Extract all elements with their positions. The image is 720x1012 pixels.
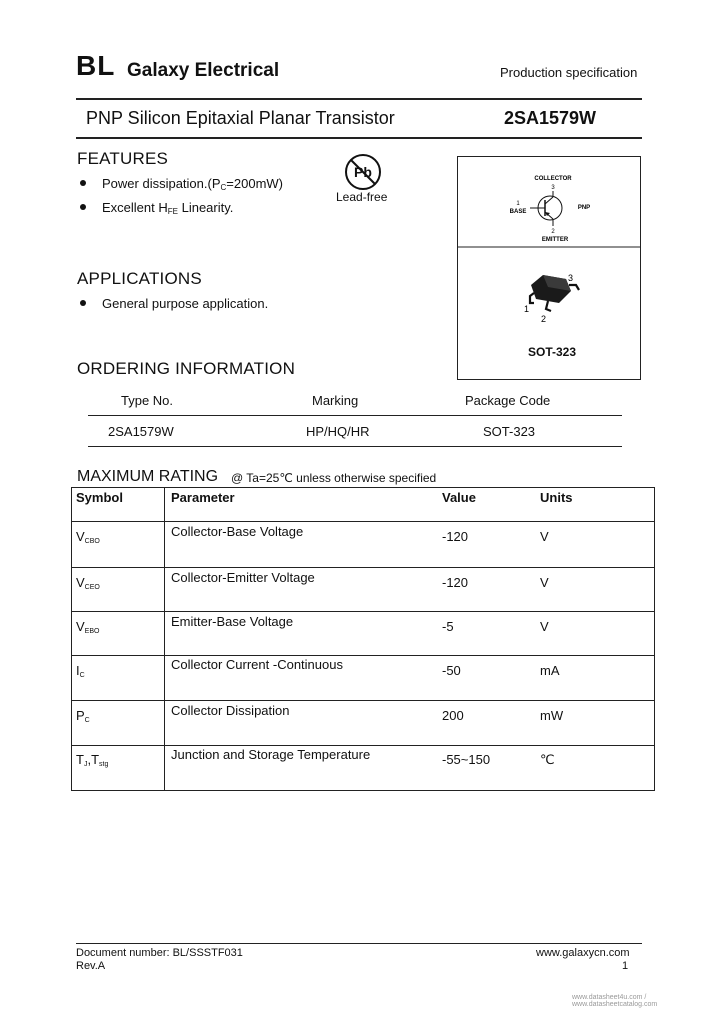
ordering-col-type: Type No. [121, 393, 174, 408]
value-cell: -120 [442, 575, 469, 590]
revision: Rev.A [76, 960, 106, 972]
pin3-number: 3 [568, 273, 574, 283]
document-title: PNP Silicon Epitaxial Planar Transistor [86, 108, 395, 128]
header-rule [76, 98, 642, 100]
ordering-type-value: 2SA1579W [108, 424, 174, 439]
table-rule [71, 655, 655, 656]
symbol-vceo: VCEO [76, 575, 100, 591]
website-link[interactable]: www.galaxycn.com [536, 947, 630, 959]
parameter-cell: Collector Current -Continuous [171, 657, 343, 672]
bullet-icon [80, 180, 86, 186]
features-heading: FEATURES [77, 149, 169, 168]
table-rule [71, 487, 655, 488]
symbol-tj-tstg: TJ,Tstg [76, 752, 109, 768]
table-border [654, 487, 655, 790]
pin1-number: 1 [524, 304, 530, 314]
lead-free-icon [343, 152, 383, 192]
part-number: 2SA1579W [504, 108, 597, 128]
ordering-marking-value: HP/HQ/HR [306, 424, 370, 439]
brand-name: Galaxy Electrical [127, 60, 280, 81]
value-cell: -55~150 [442, 752, 491, 767]
max-rating-condition: @ Ta=25℃ unless otherwise specified [231, 471, 437, 485]
bullet-icon [80, 204, 86, 210]
table-rule [71, 567, 655, 568]
unit-cell: mA [540, 663, 560, 678]
table-column-divider [164, 487, 165, 790]
emitter-pin-number: 2 [551, 229, 555, 235]
table-border [71, 487, 72, 790]
parameter-cell: Emitter-Base Voltage [171, 614, 294, 629]
ordering-package-value: SOT-323 [483, 424, 536, 439]
feature-power-dissipation: Power $dissipation.(P_C=200mW)$ [102, 176, 283, 192]
table-rule [71, 790, 655, 791]
table-rule [71, 521, 655, 522]
parameter-cell: Collector-Emitter Voltage [171, 570, 315, 585]
value-cell: -5 [442, 619, 454, 634]
ordering-col-package: Package Code [465, 393, 551, 408]
lead-free-symbol: Pb [354, 164, 372, 180]
symbol-vcbo: VCBO [76, 529, 100, 545]
table-rule [71, 745, 655, 746]
col-units-header: Units [540, 490, 573, 505]
symbol-pc: PC [76, 708, 90, 724]
pin2-number: 2 [541, 314, 547, 324]
application-general-purpose: General purpose application. [102, 296, 269, 311]
parameter-cell: Collector Dissipation [171, 703, 290, 718]
col-parameter-header: Parameter [171, 490, 235, 505]
pnp-label: PNP [577, 205, 591, 211]
parameter-cell: Collector-Base Voltage [171, 524, 304, 539]
ordering-header-rule [88, 415, 622, 416]
unit-cell: mW [540, 708, 564, 723]
collector-pin-number: 3 [551, 185, 555, 191]
footer-rule [76, 943, 642, 944]
unit-cell: V [540, 529, 549, 544]
ordering-bottom-rule [88, 446, 622, 447]
unit-cell: V [540, 619, 549, 634]
unit-cell: ℃ [540, 752, 555, 767]
table-rule [71, 611, 655, 612]
symbol-vebo: VEBO [76, 619, 100, 635]
value-cell: 200 [442, 708, 464, 723]
table-rule [71, 700, 655, 701]
ordering-col-marking: Marking [312, 393, 359, 408]
emitter-label: EMITTER [541, 237, 569, 243]
symbol-ic: IC [76, 663, 85, 679]
max-rating-title: MAXIMUM RATING [77, 468, 219, 485]
title-rule [76, 137, 642, 139]
base-pin-number: 1 [516, 201, 520, 207]
applications-heading: APPLICATIONS [77, 269, 202, 288]
bullet-icon [80, 300, 86, 306]
value-cell: -50 [442, 663, 461, 678]
ordering-heading: ORDERING INFORMATION [77, 359, 296, 378]
document-type: Production specification [500, 65, 638, 80]
brand-logo: BL [76, 50, 116, 81]
col-symbol-header: Symbol [76, 490, 123, 505]
base-label: BASE [509, 209, 527, 215]
parameter-cell: Junction and Storage Temperature [171, 747, 371, 762]
value-cell: -120 [442, 529, 469, 544]
unit-cell: V [540, 575, 549, 590]
lead-free-label: Lead-free [336, 190, 388, 204]
package-name: SOT-323 [528, 345, 577, 359]
watermark-stamp: www.datasheet4u.com / www.datasheetcatalog.com [572, 994, 658, 1008]
document-number: Document number: BL/SSSTF031 [76, 947, 243, 959]
feature-hfe-linearity: Excellent $H_{FE}$ Linearity. [102, 200, 234, 216]
col-value-header: Value [442, 490, 476, 505]
collector-label: COLLECTOR [534, 176, 572, 182]
page-number: 1 [622, 960, 629, 972]
